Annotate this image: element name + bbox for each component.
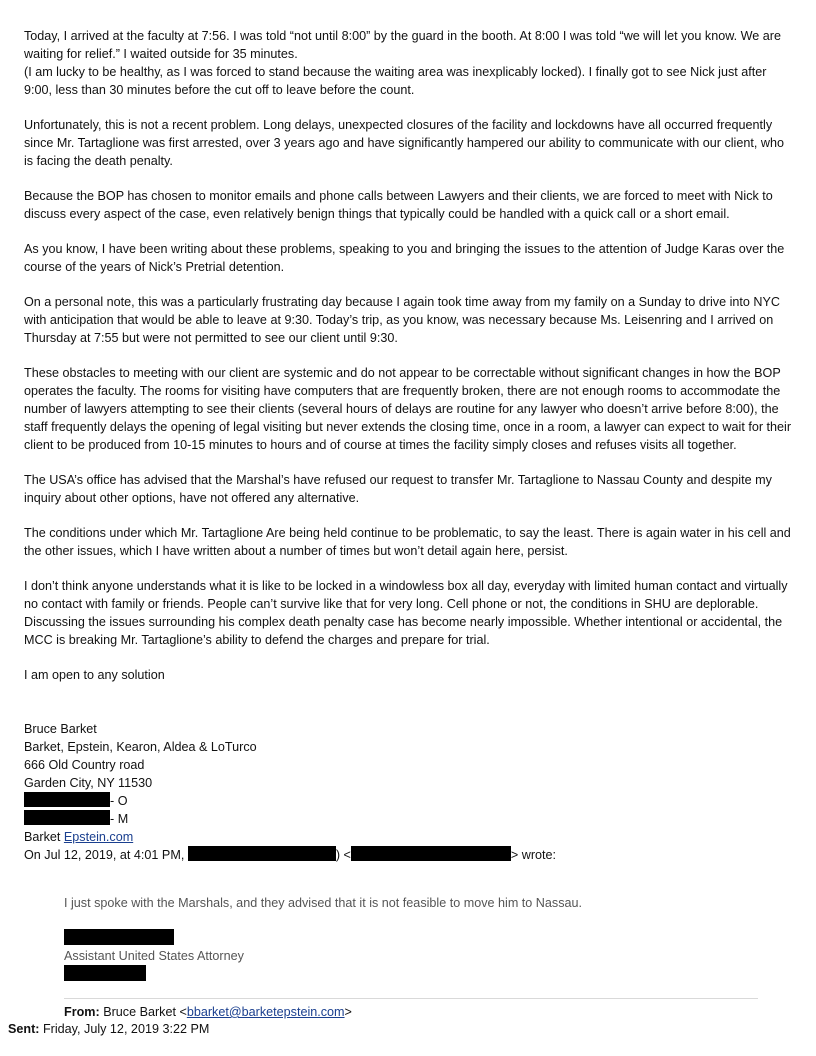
- website-link[interactable]: Epstein.com: [63, 830, 134, 844]
- forward-from: [64, 1003, 352, 1021]
- from-email-link[interactable]: bbarket@barketepstein.com: [186, 1005, 345, 1019]
- paragraph-systemic-obstacles: These obstacles to meeting with our client are systemic and do not appear to be correctable without significant changes in how the BOP operates the faculty. The rooms for visiting have computers that are frequently broken, there are not enough rooms to accommodate the number of lawyers attempting to see their clients (several hours of delays are routine for any lawyer who doesn’t arrive before 8:00), the staff frequently delays the opening of legal visiting but never extends the closing time, once in a room, a lawyer can expect to wait for their client to be produced from 10-15 minutes to hours and of course at times the facility simply closes and refuses visits all together.: [24, 366, 792, 452]
- reply-header-prefix: On Jul 12, 2019, at 4:01 PM,: [24, 848, 185, 862]
- from-name: Bruce Barket <: [103, 1005, 187, 1019]
- signature-city: Garden City, NY 11530: [24, 776, 153, 790]
- signature-firm: Barket, Epstein, Kearon, Aldea & LoTurco: [24, 740, 257, 754]
- paragraph-recurring-problem: Unfortunately, this is not a recent problem. Long delays, unexpected closures of the facility and lockdowns have all occurred frequently since Mr. Tartaglione was first arrested, over 3 years ago and have significantly hampered our ability to communicate with our client, who is facing the death penalty.: [24, 118, 784, 168]
- paragraph-transfer-request: The USA’s office has advised that the Marshal’s have refused our request to transfer Mr. Tartaglione to Nassau County and despite my inquiry about other options, have not offered any alternative.: [24, 473, 772, 505]
- paragraph-isolation: I don’t think anyone understands what it is like to be locked in a windowless box all day, everyday with limited human contact and virtually no contact with family or friends. People can’t survive like that for very long. Cell phone or not, the conditions in SHU are deplorable. Discussing the issues surrounding his complex death penalty case has become nearly impossible. Whether intentional or accidental, the MCC is breaking Mr. Tartaglione’s ability to defend the charges and prepare for trial.: [24, 579, 788, 647]
- sent-date: Friday, July 12, 2019 3:22 PM: [42, 1022, 210, 1036]
- redaction-box: [351, 846, 511, 861]
- paragraph-arrival: Today, I arrived at the faculty at 7:56. I was told “not until 8:00” by the guard in the booth. At 8:00 I was told “we will let you know. We are waiting for relief.” I waited outside for 35 minutes. (I am lucky to be healthy, as I was forced to stand because the waiting area was inexplicably locked). I finally got to see Nick just after 9:00, less than 30 minutes before the cut off to leave before the count.: [24, 29, 781, 97]
- redaction-box: [24, 810, 110, 825]
- sent-label: Sent:: [8, 1022, 40, 1036]
- reply-header: [24, 846, 796, 864]
- paragraph-monitoring: Because the BOP has chosen to monitor emails and phone calls between Lawyers and their clients, we are forced to meet with Nick to discuss every aspect of the case, even relatively benign things that typically could be handled with a quick call or a short email.: [24, 189, 773, 221]
- signature-office-phone: [24, 792, 796, 810]
- quoted-message: I just spoke with the Marshals, and they advised that it is not feasible to move him to Nassau.: [64, 896, 583, 910]
- paragraph-closing: I am open to any solution: [24, 668, 165, 682]
- from-close: >: [344, 1005, 352, 1019]
- redaction-box: [64, 965, 146, 981]
- forward-sent: [8, 1020, 209, 1038]
- signature-website: [24, 828, 796, 846]
- from-label: From:: [64, 1005, 100, 1019]
- redaction-box: [188, 846, 336, 861]
- redaction-box: [64, 929, 174, 945]
- signature-name: Bruce Barket: [24, 722, 97, 736]
- signature-street: 666 Old Country road: [24, 758, 145, 772]
- paragraph-conditions: The conditions under which Mr. Tartaglione Are being held continue to be problematic, to say the least. There is again water in his cell and the other issues, which I have written about a number of times but won’t detail again here, persist.: [24, 526, 791, 558]
- office-suffix: - O: [110, 794, 128, 808]
- website-prefix: Barket: [24, 830, 64, 844]
- signature-block: [24, 720, 796, 864]
- signature-mobile-phone: [24, 810, 796, 828]
- reply-header-suffix: > wrote:: [510, 848, 557, 862]
- mobile-suffix: - M: [110, 812, 129, 826]
- redaction-box: [24, 792, 110, 807]
- divider: [64, 998, 758, 999]
- quoted-sender-title: Assistant United States Attorney: [64, 949, 244, 963]
- email-body: [24, 27, 796, 864]
- paragraph-personal-note: On a personal note, this was a particularly frustrating day because I again took time away from my family on a Sunday to drive into NYC with anticipation that would be able to leave at 9:30. Today’s trip, as you know, was necessary because Ms. Leisenring and I arrived on Thursday at 7:55 but were not permitted to see our client until 9:30.: [24, 295, 780, 345]
- paragraph-prior-writing: As you know, I have been writing about these problems, speaking to you and bringing the issues to the attention of Judge Karas over the course of the years of Nick’s Pretrial detention.: [24, 242, 785, 274]
- reply-header-middle: ) <: [335, 848, 351, 862]
